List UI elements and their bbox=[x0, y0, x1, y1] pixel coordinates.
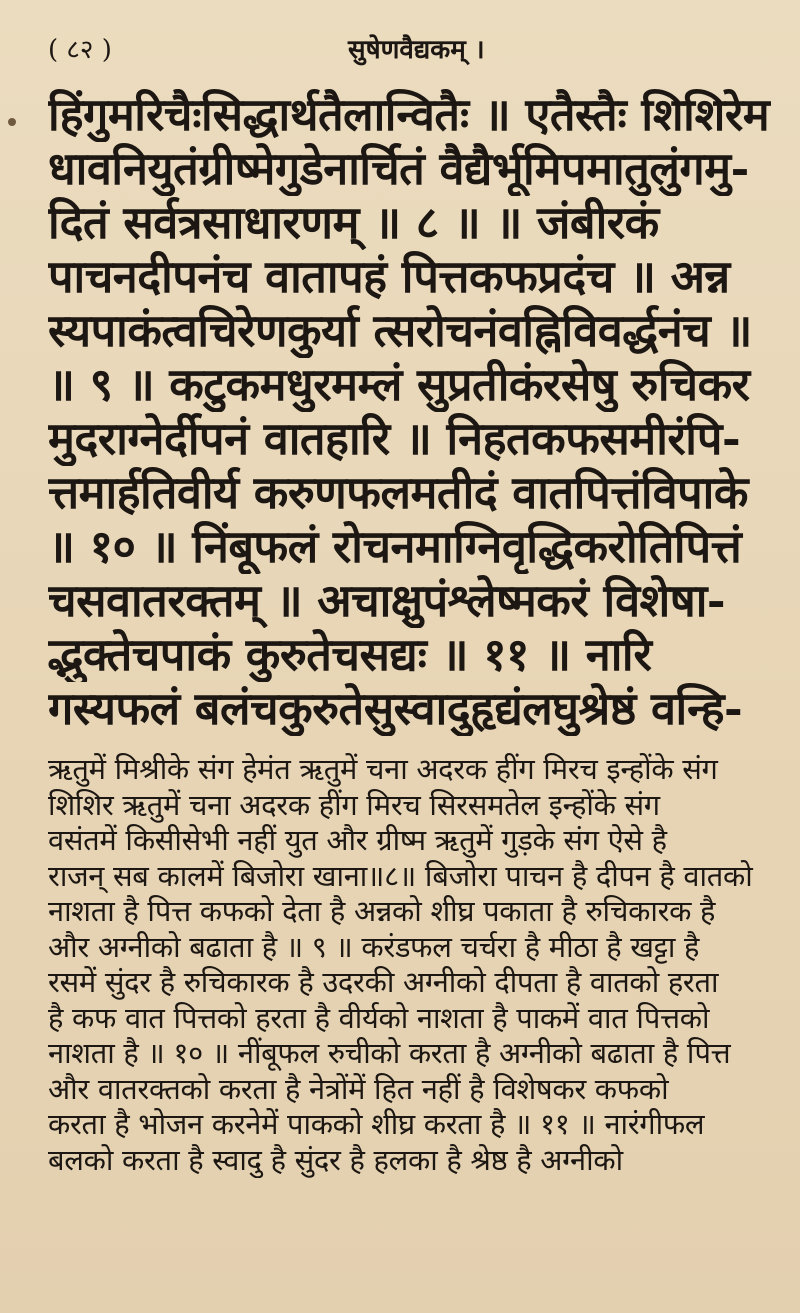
commentary-line: रसमें सुंदर है रुचिकारक है उदरकी अग्नीको दीपता है वातको हरता bbox=[48, 965, 719, 999]
sanskrit-verse-block bbox=[48, 88, 772, 736]
commentary-line: है कफ वात पित्तको हरता है वीर्यको नाशता है पाकमें वात पित्तको bbox=[48, 1000, 710, 1035]
page-header bbox=[48, 20, 772, 64]
commentary-line: करता है भोजन करनेमें पाकको शीघ्र करता है ॥ ११ ॥ नारंगीफल bbox=[48, 1107, 705, 1141]
verse-line: ॥ ९ ॥ कटुकमधुरमम्लं सुप्रतीकंरसेषु रुचिकर bbox=[48, 358, 750, 411]
verse-line: मुदराग्नेर्दीपनं वातहारि ॥ निहतकफसमीरंपि- bbox=[48, 412, 741, 465]
commentary-line: वसंतमें किसीसेभी नहीं युत और ग्रीष्म ऋतुमें गुड़के संग ऐसे है bbox=[48, 823, 667, 857]
verse-line: गस्यफलं बलंचकुरुतेसुस्वादुहृद्यंलघुश्रेष्ठं वन्हि- bbox=[48, 682, 743, 735]
verse-line: त्तमार्हतिवीर्य करुणफलमतीदं वातपित्तंविपाके bbox=[48, 466, 748, 519]
commentary-line: और अग्नीको बढाता है ॥ ९ ॥ करंडफल चर्चरा है मीठा है खट्टा है bbox=[48, 929, 700, 964]
commentary-line: ऋतुमें मिश्रीके संग हेमंत ऋतुमें चना अदरक हींग मिरच इन्होंके संग bbox=[48, 752, 718, 786]
commentary-line: नाशता है ॥ १० ॥ नींबूफल रुचीको करता है अग्नीको बढाता है पित्त bbox=[48, 1036, 731, 1070]
verse-line: हिंगुमरिचैःसिद्धार्थतैलान्वितैः ॥ एतैस्तैः शिशिरेम bbox=[48, 88, 770, 141]
verse-line: दितं सर्वत्रसाधारणम् ॥ ८ ॥ ॥ जंबीरकं bbox=[48, 196, 659, 249]
verse-line: पाचनदीपनंच वातापहं पित्तकफप्रदंच ॥ अन्न bbox=[48, 250, 730, 303]
commentary-line: शिशिर ऋतुमें चना अदरक हींग मिरच सिरसमतेल इन्होंके संग bbox=[48, 787, 660, 822]
verse-line: चसवातरक्तम् ॥ अचाक्षुपंश्लेष्मकरं विशेषा- bbox=[48, 574, 726, 627]
verse-line: स्यपाकंत्वचिरेणकुर्या त्सरोचनंवह्निविवर्द्धनंच ॥ bbox=[48, 304, 752, 357]
commentary-line: राजन् सब कालमें बिजोरा खाना॥८॥ बिजोरा पाचन है दीपन है वातको bbox=[48, 858, 753, 893]
commentary-line: नाशता है पित्त कफको देता है अन्नको शीघ्र पकाता है रुचिकारक है bbox=[48, 894, 716, 928]
verse-line: ॥ १० ॥ निंबूफलं रोचनमाग्निवृद्धिकरोतिपित्तं bbox=[48, 520, 742, 573]
hindi-commentary-block bbox=[48, 752, 772, 1178]
commentary-line: और वातरक्तको करता है नेत्रोंमें हित नहीं है विशेषकर कफको bbox=[48, 1071, 669, 1106]
paper-hole-mark bbox=[8, 118, 16, 126]
verse-line: द्भुक्तेचपाकं कुरुतेचसद्यः ॥ ११ ॥ नारि bbox=[48, 628, 652, 681]
page-number: ( ८२ ) bbox=[48, 35, 112, 65]
commentary-line: बलको करता है स्वादु है सुंदर है हलका है श्रेष्ठ है अग्नीको bbox=[48, 1142, 623, 1177]
running-title: सुषेणवैद्यकम् । bbox=[348, 35, 485, 65]
verse-line: धावनियुतंग्रीष्मेगुडेनार्चितं वैद्यैर्भूमिपमातुलुंगमु- bbox=[48, 142, 749, 195]
